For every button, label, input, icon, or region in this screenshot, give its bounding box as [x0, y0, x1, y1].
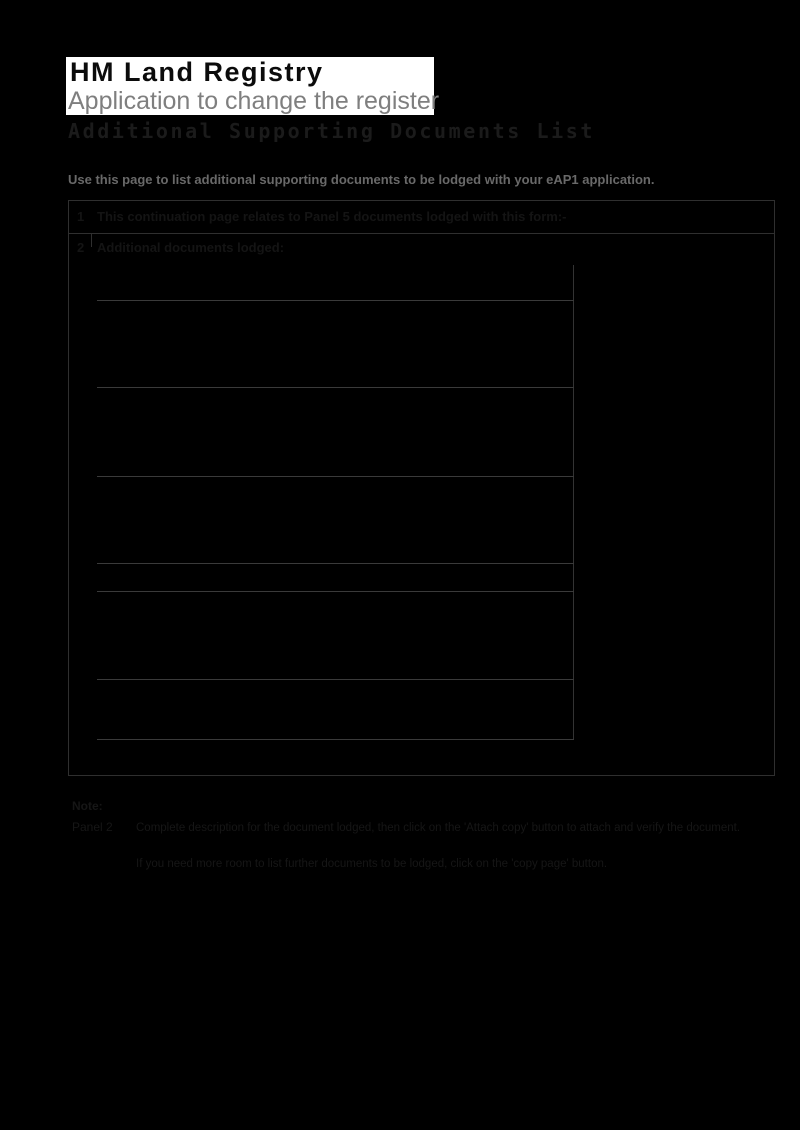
intro-text: Use this page to list additional supporting documents to be lodged with your eAP1 application. — [68, 172, 655, 187]
row-1-number: 1 — [77, 209, 85, 224]
document-entry-field[interactable] — [97, 563, 574, 564]
logo-subtitle: Application to change the register — [68, 87, 440, 115]
row-2-label: Additional documents lodged: — [97, 240, 285, 255]
document-entry-field[interactable] — [97, 300, 574, 301]
logo-title: HM Land Registry — [70, 57, 324, 87]
note-more-room-text: If you need more room to list further documents to be lodged, click on the 'copy page' button. — [136, 858, 608, 870]
note-panel-text: Complete description for the document lodged, then click on the 'Attach copy' button to attach and verify the document. — [136, 822, 741, 834]
number-column-divider — [91, 233, 92, 247]
note-panel-label: Panel 2 — [72, 820, 113, 834]
note-heading: Note: — [72, 799, 103, 813]
document-entry-field[interactable] — [97, 591, 574, 592]
row-2-number: 2 — [77, 240, 85, 255]
document-entry-field[interactable] — [97, 679, 574, 680]
documents-table — [68, 200, 775, 776]
entry-column-divider — [573, 265, 574, 740]
page-title: Additional Supporting Documents List — [68, 119, 596, 143]
document-entry-field[interactable] — [97, 739, 574, 740]
document-entry-field[interactable] — [97, 387, 574, 388]
document-entry-field[interactable] — [97, 476, 574, 477]
row-1-label: This continuation page relates to Panel 5 documents lodged with this form:- — [97, 209, 567, 224]
